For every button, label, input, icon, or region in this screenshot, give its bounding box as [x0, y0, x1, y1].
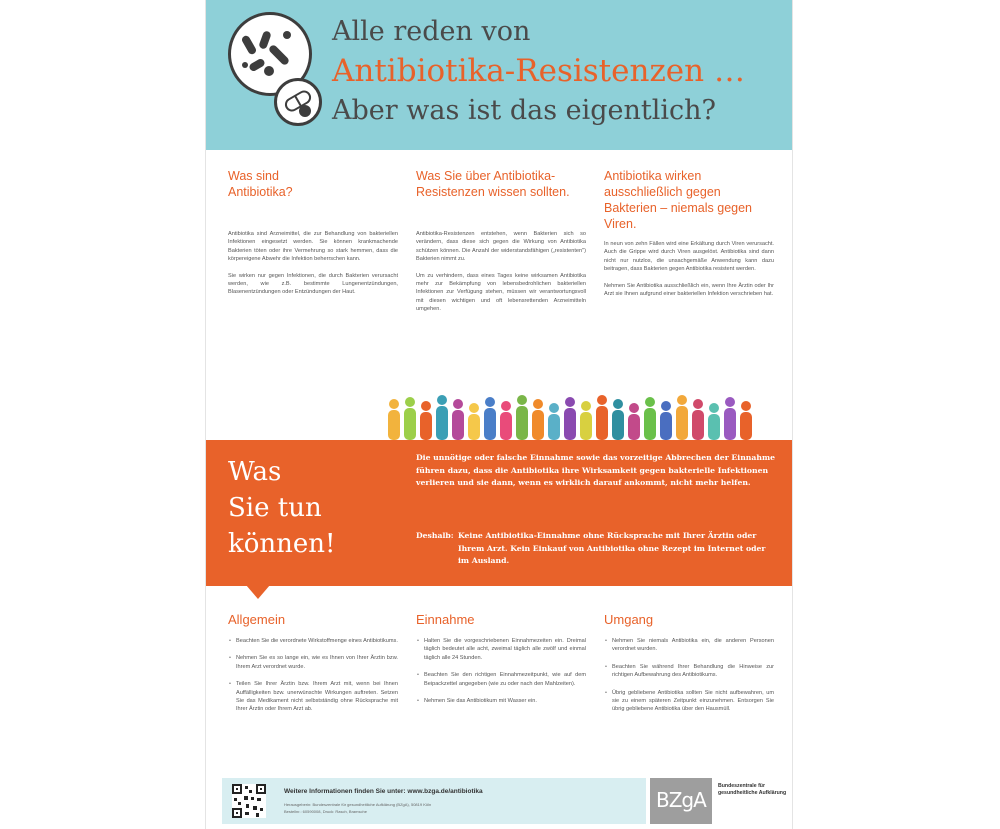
column-title: Was sind Antibiotika?: [228, 169, 293, 199]
qr-code-icon[interactable]: [232, 784, 266, 818]
list-item: • Beachten Sie den richtigen Einnahmezeitpunkt, wie auf dem Beipackzettel angegeben (wie zu oder nach den Mahlzeiten).: [424, 671, 586, 688]
tips-title: Umgang: [604, 612, 654, 627]
info-column-3: [604, 168, 774, 306]
action-headline: Was Sie tun können!: [228, 457, 336, 559]
column-paragraph: Nehmen Sie Antibiotika ausschließlich ein, wenn Ihre Ärztin oder Ihr Arzt sie Ihnen aufgrund einer bakteriellen Infektion verschrieben hat.: [604, 282, 774, 298]
list-item: • Nehmen Sie das Antibiotikum mit Wasser ein.: [424, 697, 586, 705]
column-paragraph: Antibiotika sind Arzneimittel, die zur Behandlung von bakteriellen Infektionen eingesetzt werden. Sie können krankmachende Bakterien töten oder ihre Vermehrung so stark hemmen, dass die körpereigene Abwehr die Infektion beherrschen kann.: [228, 231, 398, 263]
column-paragraph: Um zu verhindern, dass eines Tages keine wirksamen Antibiotika mehr zur Bekämpfung von lebensbedrohlichen bakteriellen Infektionen zur Verfügung stehen, müssen wir verantwortungsvoll mit diesen wichtigen und oft lebensrettenden Arzneimitteln umgehen.: [416, 272, 586, 313]
headline-line-3: Aber was ist das eigentlich?: [332, 95, 717, 126]
pill-capsule-icon: [274, 78, 322, 126]
tips-column-allgemein: [228, 612, 398, 723]
people-silhouettes-illustration: [386, 392, 756, 440]
info-column-1: [228, 168, 398, 305]
list-item: • Teilen Sie Ihrer Ärztin bzw. Ihrem Arzt mit, wenn bei Ihnen Auffälligkeiten bzw. unerwünschte Wirkungen auftreten. Setzen Sie das Medikament nicht selbstständig ohne Rücksprache mit Ihrer Ärztin oder Ihrem Arzt ab.: [236, 680, 398, 714]
deshalb-label: Deshalb:: [416, 531, 454, 540]
header-banner: [206, 0, 792, 150]
column-title: Was Sie über Antibiotika-Resistenzen wissen sollten.: [416, 169, 570, 199]
bzga-logo: BZgA: [650, 778, 712, 824]
poster: [206, 0, 792, 829]
column-title: Antibiotika wirken ausschließlich gegen Bakterien – niemals gegen Viren.: [604, 169, 753, 231]
info-column-2: [416, 168, 586, 322]
deshalb-block: [416, 530, 778, 568]
column-paragraph: Antibiotika-Resistenzen entstehen, wenn Bakterien sich so verändern, dass diese sich gegen die Wirkung von Antibiotika schützen können. Die Anzahl der widerstandsfähigen („resistenten") Bakterien nimmt zu.: [416, 231, 586, 263]
column-paragraph: In neun von zehn Fällen wird eine Erkältung durch Viren verursacht. Auch die Grippe wird durch Viren ausgelöst. Antibiotika sind dann nicht nur nutzlos, die unsachgemäße Anwendung kann dazu beitragen, dass Bakterien gegen Antibiotika resistent werden.: [604, 241, 774, 273]
list-item: • Nehmen Sie es so lange ein, wie es Ihnen von Ihrer Ärztin bzw. Ihrem Arzt verordnet wurde.: [236, 654, 398, 671]
list-item: • Halten Sie die vorgeschriebenen Einnahmezeiten ein. Dreimal täglich bedeutet alle acht, zweimal täglich alle zwölf und einmal täglich alle 24 Stunden.: [424, 637, 586, 662]
tips-column-einnahme: [416, 612, 586, 714]
tips-title: Einnahme: [416, 612, 475, 627]
list-item: • Beachten Sie während Ihrer Behandlung die Hinweise zur richtigen Aufbewahrung des Antibiotikums.: [612, 663, 774, 680]
column-paragraph: Sie wirken nur gegen Infektionen, die durch Bakterien verursacht werden, wie z.B. bestimmte Lungenentzündungen, Blasenentzündungen oder Entzündungen der Haut.: [228, 272, 398, 296]
tips-column-umgang: [604, 612, 774, 723]
bzga-organization-name: Bundeszentrale für gesundheitliche Aufklärung: [718, 783, 787, 796]
speech-arrow: [246, 585, 270, 599]
action-banner: [206, 440, 792, 586]
footer-order-number: Bestellnr.: 60590008, Druck: Rasch, Bramsche: [284, 809, 367, 814]
list-item: • Übrig gebliebene Antibiotika sollten Sie nicht aufbewahren, um sie zu einem späteren Zeitpunkt einzunehmen. Entsorgen Sie übrig gebliebene Antibiotika über den Hausmüll.: [612, 689, 774, 714]
footer-info-line: Weitere Informationen finden Sie unter: www.bzga.de/antibiotika: [284, 788, 483, 795]
headline-line-2: Antibiotika-Resistenzen …: [332, 53, 745, 89]
list-item: • Nehmen Sie niemals Antibiotika ein, die anderen Personen verordnet wurden.: [612, 637, 774, 654]
headline-line-1: Alle reden von: [332, 16, 531, 47]
footer-info-box: [222, 778, 646, 824]
tips-title: Allgemein: [228, 612, 286, 627]
footer-url-link[interactable]: www.bzga.de/antibiotika: [407, 788, 483, 795]
footer-publisher: Herausgeberin: Bundeszentrale für gesundheitliche Aufklärung (BZgA), 50819 Köln: [284, 802, 432, 807]
action-text: Die unnötige oder falsche Einnahme sowie das vorzeitige Abbrechen der Einnahme führen dazu, dass die Antibiotika ihre Wirksamkeit gegen bakterielle Infektionen verlieren und sie dann, wenn es wirklich darauf ankommt, nicht mehr helfen.: [416, 453, 775, 488]
deshalb-text: Keine Antibiotika-Einnahme ohne Rücksprache mit Ihrer Ärztin oder Ihrem Arzt. Kein Einkauf von Antibiotika ohne Rezept im Internet oder im Ausland.: [458, 531, 766, 566]
list-item: • Beachten Sie die verordnete Wirkstoffmenge eines Antibiotikums.: [236, 637, 398, 645]
